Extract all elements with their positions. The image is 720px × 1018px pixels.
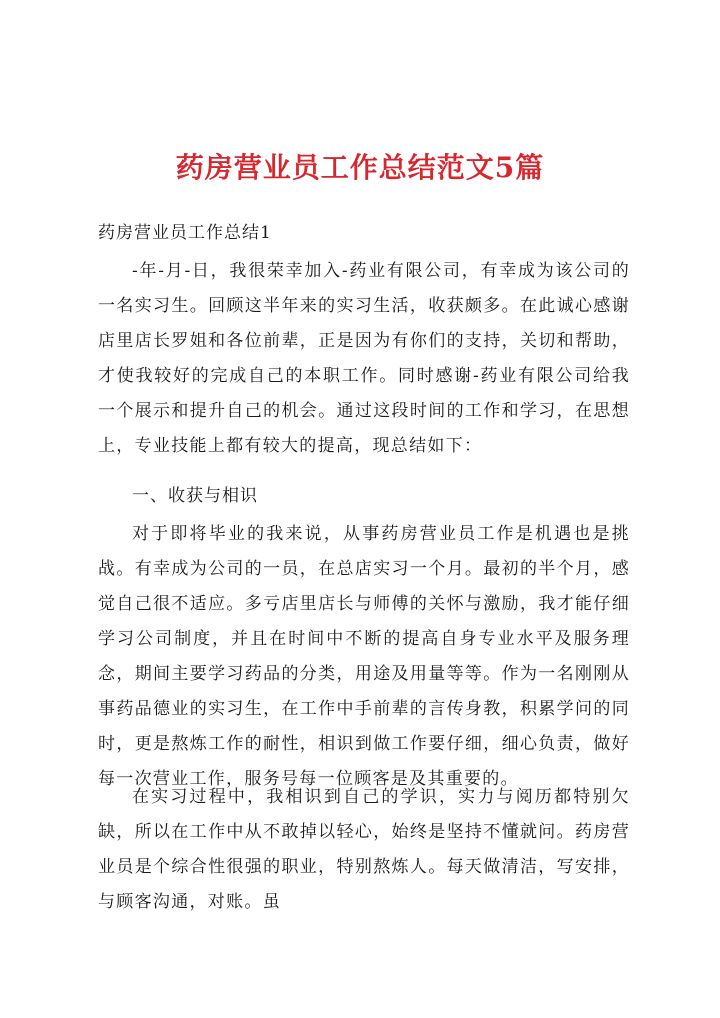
section-heading-harvest: 一、收获与相识 xyxy=(132,486,258,506)
paragraph-intro: -年-月-日，我很荣幸加入-药业有限公司，有幸成为该公司的一名实习生。回顾这半年来的实习生活，收获颇多。在此诚心感谢店里店长罗姐和各位前辈，正是因为有你们的支持，关切和帮助，才使我较好的完成自己的本职工作。同时感谢-药业有限公司给我一个展示和提升自己的机会。通过这段时间的工作和学习，在思想上，专业技能上都有较大的提高，现总结如下： xyxy=(98,261,630,456)
section-title: 药房营业员工作总结1 xyxy=(98,223,272,243)
paragraph-internship: 在实习过程中，我相识到自己的学识，实力与阅历都特别欠缺，所以在工作中从不敢掉以轻心，始终是坚持不懂就问。药房营业员是个综合性很强的职业，特别熬炼人。每天做清洁，写安排，与顾客沟通，对账。虽 xyxy=(98,787,630,912)
paragraph-harvest: 对于即将毕业的我来说，从事药房营业员工作是机遇也是挑战。有幸成为公司的一员，在总店实习一个月。最初的半个月，感觉自己很不适应。多亏店里店长与师傅的关怀与激励，我才能仔细学习公司制度，并且在时间中不断的提高自身专业水平及服务理念，期间主要学习药品的分类，用途及用量等等。作为一名刚刚从事药品德业的实习生，在工作中手前辈的言传身教，积累学问的同时，更是熬炼工作的耐性，相识到做工作要仔细，细心负责，做好每一次营业工作，服务号每一位顾客是及其重要的。 xyxy=(98,524,630,789)
document-title: 药房营业员工作总结范文5篇 xyxy=(175,151,545,184)
